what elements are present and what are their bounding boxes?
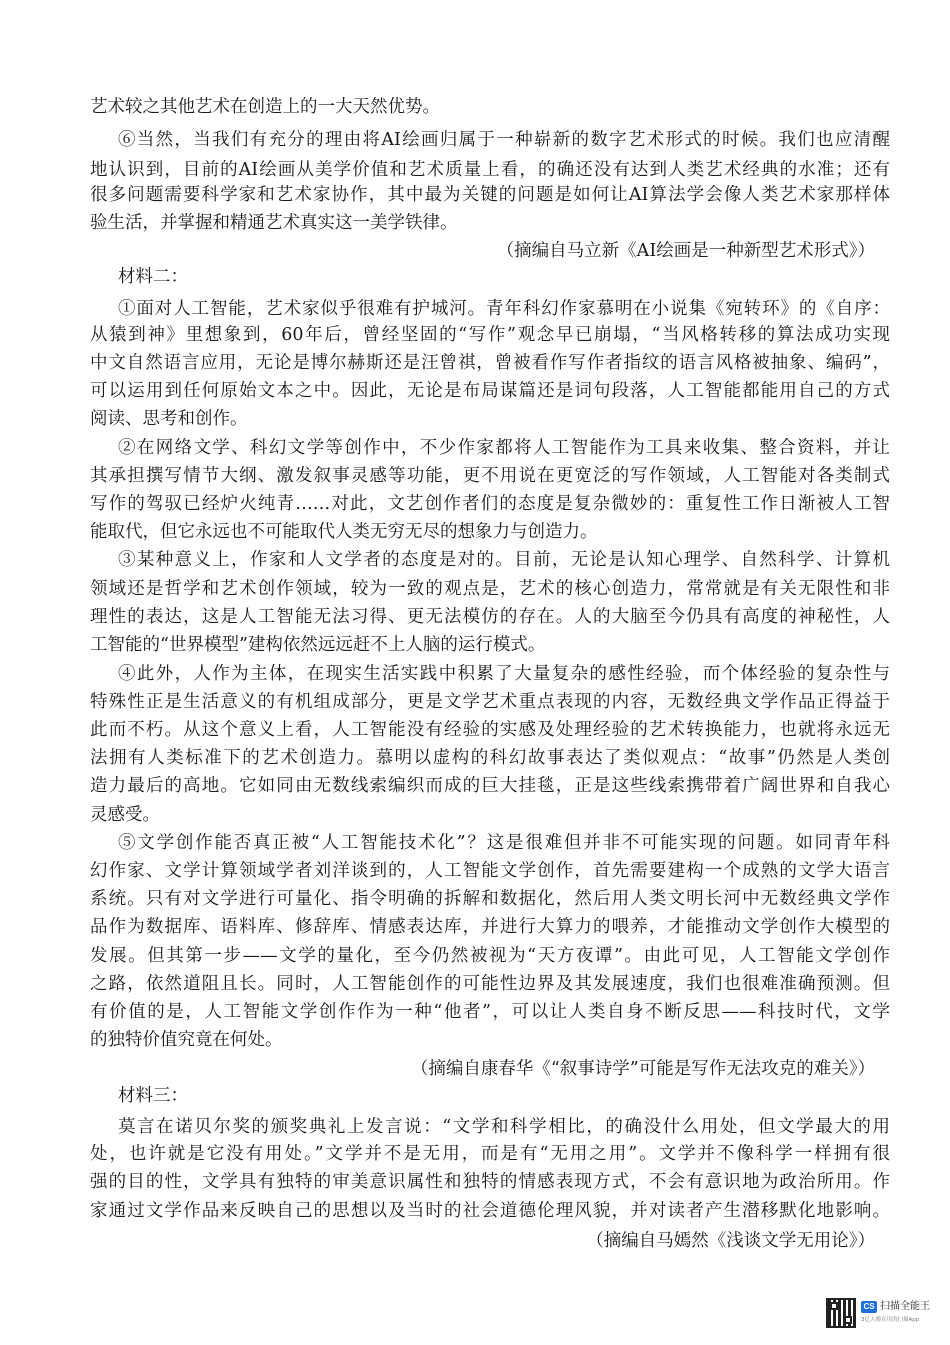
text-line: 中文自然语言应用，无论是博尔赫斯还是汪曾祺，曾被看作写作者指纹的语言风格被抽象、编码”， xyxy=(90,353,890,373)
source-citation: （摘编自康春华《“叙事诗学”可能是写作无法攻克的难关》） xyxy=(410,1059,875,1079)
source-citation: （摘编自马立新《AI绘画是一种新型艺术形式》） xyxy=(496,241,875,261)
scanner-watermark xyxy=(826,1295,938,1331)
text-line: 其承担撰写情节大纲、激发叙事灵感等功能，更不用说在更宽泛的写作领域，人工智能对各类制式 xyxy=(90,466,890,486)
text-line: 特殊性正是生活意义的有机组成部分，更是文学艺术重点表现的内容，无数经典文学作品正得益于 xyxy=(90,692,890,712)
text-line: 从猿到神》里想象到，60年后，曾经坚固的“写作”观念早已崩塌，“当风格转移的算法成功实现 xyxy=(90,325,890,345)
text-line: 阅读、思考和创作。 xyxy=(90,409,248,429)
text-line: ②在网络文学、科幻文学等创作中，不少作家都将人工智能作为工具来收集、整合资料，并让 xyxy=(118,438,890,458)
text-line: 处，也许就是它没有用处。”文学并不是无用，而是有“无用之用”。文学并不像科学一样拥有很 xyxy=(90,1144,890,1164)
text-line: 之路，依然道阻且长。同时，人工智能创作的可能性边界及其发展速度，我们也很难准确预测。但 xyxy=(90,974,890,994)
text-line: ⑤文学创作能否真正被“人工智能技术化”？这是很难但并非不可能实现的问题。如同青年科 xyxy=(118,833,890,853)
section-heading-material3: 材料三： xyxy=(118,1086,188,1106)
text-line: 艺术较之其他艺术在创造上的一大天然优势。 xyxy=(90,97,440,117)
camscanner-logo-icon: CS xyxy=(861,1301,877,1313)
text-line: 灵感受。 xyxy=(90,805,160,825)
text-line: 莫言在诺贝尔奖的颁奖典礼上发言说：“文学和科学相比，的确没什么用处，但文学最大的用 xyxy=(118,1117,890,1137)
text-line: 有价值的是，人工智能文学创作作为一种“他者”，可以让人类自身不断反思——科技时代，文学 xyxy=(90,1002,890,1022)
qr-code-icon xyxy=(826,1298,856,1328)
text-line: 的独特价值究竟在何处。 xyxy=(90,1030,283,1050)
text-line: 品作为数据库、语料库、修辞库、情感表达库，并进行大算力的喂养，才能推动文学创作大模型的 xyxy=(90,917,890,937)
text-line: ④此外，人作为主体，在现实生活实践中积累了大量复杂的感性经验，而个体经验的复杂性与 xyxy=(118,664,890,684)
watermark-name: 扫描全能王 xyxy=(880,1301,930,1312)
text-line: 工智能的“世界模型”建构依然远远赶不上人脑的运行模式。 xyxy=(90,635,546,655)
text-line: 法拥有人类标准下的艺术创造力。慕明以虚构的科幻故事表达了类似观点：“故事”仍然是人类创 xyxy=(90,748,890,768)
text-line: 地认识到，目前的AI绘画从美学价值和艺术质量上看，的确还没有达到人类艺术经典的水准；还有 xyxy=(90,160,890,180)
text-line: ①面对人工智能，艺术家似乎很难有护城河。青年科幻作家慕明在小说集《宛转环》的《自序： xyxy=(118,299,890,319)
text-line: 幻作家、文学计算领域学者刘洋谈到的，人工智能文学创作，首先需要建构一个成熟的文学大语言 xyxy=(90,861,890,881)
text-line: ③某种意义上，作家和人文学者的态度是对的。目前，无论是认知心理学、自然科学、计算机 xyxy=(118,550,890,570)
text-line: 发展。但其第一步——文学的量化，至今仍然被视为“天方夜谭”。由此可见，人工智能文学创作 xyxy=(90,946,890,966)
watermark-slogan: 3亿人都在用的扫描App xyxy=(861,1316,920,1323)
text-line: 此而不朽。从这个意义上看，人工智能没有经验的实感及处理经验的艺术转换能力，也就将永远无 xyxy=(90,720,890,740)
text-line: 理性的表达，这是人工智能无法习得、更无法模仿的存在。人的大脑至今仍具有高度的神秘性，人 xyxy=(90,607,890,627)
text-line: 验生活，并掌握和精通艺术真实这一美学铁律。 xyxy=(90,213,458,233)
text-line: 造力最后的高地。它如同由无数线索编织而成的巨大挂毯，正是这些线索携带着广阔世界和自我心 xyxy=(90,776,890,796)
text-line: 可以运用到任何原始文本之中。因此，无论是布局谋篇还是词句段落，人工智能都能用自己的方式 xyxy=(90,381,890,401)
text-line: 领域还是哲学和艺术创作领域，较为一致的观点是，艺术的核心创造力，常常就是有关无限性和非 xyxy=(90,579,890,599)
text-line: 家通过文学作品来反映自己的思想以及当时的社会道德伦理风貌，并对读者产生潜移默化地影响。 xyxy=(90,1201,890,1221)
text-line: 系统。只有对文学进行可量化、指令明确的拆解和数据化，然后用人类文明长河中无数经典文学作 xyxy=(90,889,890,909)
section-heading-material2: 材料二： xyxy=(118,267,188,287)
text-line: 写作的驾驭已经炉火纯青……对此，文艺创作者们的态度是复杂微妙的：重复性工作日渐被人工智 xyxy=(90,494,890,514)
text-line: ⑥当然，当我们有充分的理由将AI绘画归属于一种崭新的数字艺术形式的时候。我们也应清醒 xyxy=(118,130,890,150)
source-citation: （摘编自马嫣然《浅谈文学无用论》） xyxy=(586,1231,875,1251)
text-line: 很多问题需要科学家和艺术家协作，其中最为关键的问题是如何让AI算法学会像人类艺术家那样体 xyxy=(90,185,890,205)
text-line: 强的目的性，文学具有独特的审美意识属性和独特的情感表现方式，不会有意识地为政治所用。作 xyxy=(90,1172,890,1192)
text-line: 能取代，但它永远也不可能取代人类无穷无尽的想象力与创造力。 xyxy=(90,522,598,542)
